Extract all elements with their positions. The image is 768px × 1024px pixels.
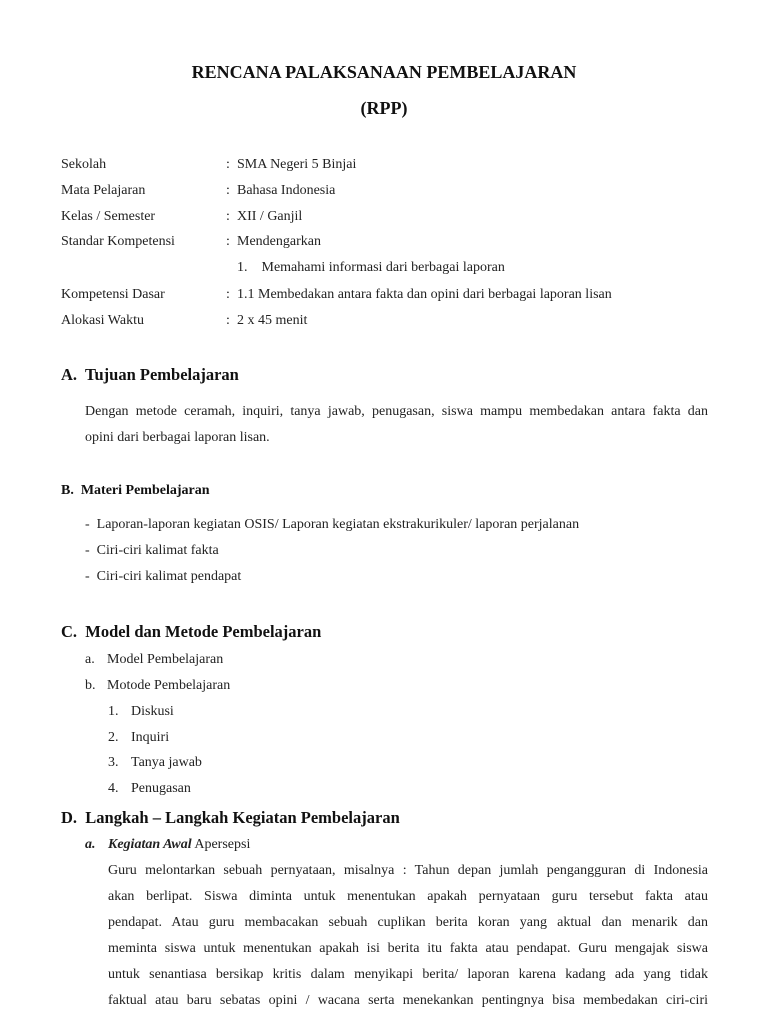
list-item-text: Tanya jawab bbox=[131, 755, 202, 770]
kegiatan-awal-title: Kegiatan Awal bbox=[108, 837, 192, 852]
section-d-heading: D. Langkah – Langkah Kegiatan Pembelajaran bbox=[61, 808, 400, 827]
kegiatan-awal-paragraph bbox=[108, 858, 708, 1014]
paragraph-line: untuk senantiasa bersikap kritis dalam menyikapi berita/ laporan karena kadang ada yang tidak bbox=[108, 967, 708, 982]
list-marker: a. bbox=[85, 837, 96, 852]
info-value: Bahasa Indonesia bbox=[237, 183, 336, 198]
info-value: 2 x 45 menit bbox=[237, 313, 308, 328]
info-colon: : bbox=[226, 313, 230, 328]
list-item-text: Motode Pembelajaran bbox=[107, 678, 231, 693]
section-a-paragraph bbox=[85, 399, 708, 451]
list-item: - Laporan-laporan kegiatan OSIS/ Laporan kegiatan ekstrakurikuler/ laporan perjalanan bbox=[85, 517, 580, 532]
info-label: Mata Pelajaran bbox=[61, 183, 146, 198]
info-value: 1.1 Membedakan antara fakta dan opini dari berbagai laporan lisan bbox=[237, 287, 612, 302]
info-value: Mendengarkan bbox=[237, 234, 321, 249]
paragraph-line: Guru melontarkan sebuah pernyataan, misalnya : Tahun depan jumlah pengangguran di Indonesia bbox=[108, 863, 708, 878]
list-marker: 2. bbox=[108, 730, 119, 745]
list-item-text: Penugasan bbox=[131, 781, 191, 796]
info-value: SMA Negeri 5 Binjai bbox=[237, 157, 357, 172]
info-label: Kompetensi Dasar bbox=[61, 287, 165, 302]
section-c-heading: C. Model dan Metode Pembelajaran bbox=[61, 622, 322, 641]
paragraph-line: akan berlipat. Siswa diminta untuk menentukan apakah pernyataan guru tersebut fakta atau bbox=[108, 889, 708, 904]
list-marker: 3. bbox=[108, 755, 119, 770]
paragraph-line: Dengan metode ceramah, inquiri, tanya jawab, penugasan, siswa mampu membedakan antara fakta dan bbox=[85, 404, 708, 419]
list-item-text: Diskusi bbox=[131, 704, 174, 719]
info-label: Alokasi Waktu bbox=[61, 313, 144, 328]
section-a-heading: A. Tujuan Pembelajaran bbox=[61, 365, 239, 384]
kegiatan-awal-subtitle: Apersepsi bbox=[191, 837, 251, 852]
info-colon: : bbox=[226, 234, 230, 249]
document-subtitle: (RPP) bbox=[360, 98, 408, 118]
info-label: Standar Kompetensi bbox=[61, 234, 175, 249]
list-marker: 1. bbox=[108, 704, 119, 719]
info-value: XII / Ganjil bbox=[237, 209, 303, 224]
list-marker: 4. bbox=[108, 781, 119, 796]
list-item-text: Model Pembelajaran bbox=[107, 652, 224, 667]
list-marker: b. bbox=[85, 678, 96, 693]
list-item: - Ciri-ciri kalimat pendapat bbox=[85, 569, 242, 584]
paragraph-line: faktual atau baru sebatas opini / wacana serta menekankan pentingnya bisa membedakan ciri-ciri bbox=[108, 993, 708, 1008]
info-colon: : bbox=[226, 209, 230, 224]
paragraph-line: pendapat. Atau guru membacakan sebuah cuplikan berita koran yang aktual dan menarik dan bbox=[108, 915, 708, 930]
paragraph-line: meminta siswa untuk menentukan apakah isi berita itu fakta atau pendapat. Guru mengajak siswa bbox=[108, 941, 708, 956]
list-marker: a. bbox=[85, 652, 95, 667]
info-label: Sekolah bbox=[61, 157, 107, 172]
info-colon: : bbox=[226, 183, 230, 198]
document-title: RENCANA PALAKSANAAN PEMBELAJARAN bbox=[191, 62, 577, 82]
kegiatan-awal-label bbox=[108, 837, 250, 853]
paragraph-line: opini dari berbagai laporan lisan. bbox=[85, 430, 270, 445]
list-item-text: Inquiri bbox=[131, 730, 170, 745]
info-colon: : bbox=[226, 287, 230, 302]
section-b-heading: B. Materi Pembelajaran bbox=[61, 483, 210, 498]
info-label: Kelas / Semester bbox=[61, 209, 156, 224]
info-colon: : bbox=[226, 157, 230, 172]
info-value: 1. Memahami informasi dari berbagai laporan bbox=[237, 260, 505, 275]
list-item: - Ciri-ciri kalimat fakta bbox=[85, 543, 219, 558]
